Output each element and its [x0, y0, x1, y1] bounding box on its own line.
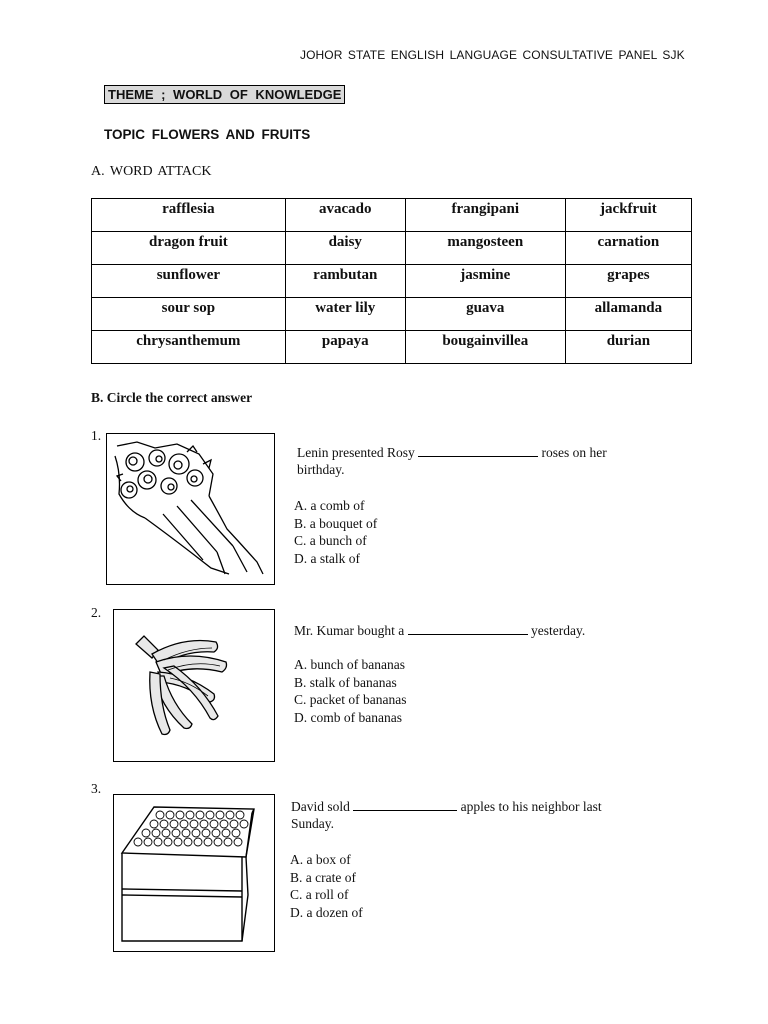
- question-2-text: [294, 622, 654, 639]
- word-cell: rambutan: [285, 265, 405, 298]
- question-3-text: [291, 798, 651, 832]
- table-row: [92, 298, 692, 331]
- table-row: [92, 199, 692, 232]
- word-cell: avacado: [285, 199, 405, 232]
- option-b[interactable]: B. a crate of: [290, 869, 356, 885]
- option-d[interactable]: D. a stalk of: [294, 551, 360, 567]
- option-d[interactable]: D. comb of bananas: [294, 710, 402, 726]
- option-c[interactable]: C. a roll of: [290, 887, 349, 903]
- word-cell: papaya: [285, 331, 405, 364]
- apple-box-icon: [114, 795, 274, 951]
- question-3-stem-before: David sold: [291, 799, 350, 814]
- word-cell: mangosteen: [405, 232, 565, 265]
- topic-label: TOPIC FLOWERS AND FRUITS: [104, 127, 311, 142]
- word-attack-table: [91, 198, 692, 364]
- word-cell: sour sop: [92, 298, 286, 331]
- table-row: [92, 232, 692, 265]
- question-1-stem-after: roses on her: [541, 445, 607, 460]
- word-cell: carnation: [565, 232, 691, 265]
- question-1-number: 1.: [91, 428, 102, 443]
- panel-header: JOHOR STATE ENGLISH LANGUAGE CONSULTATIVE PANEL SJK: [300, 48, 685, 62]
- question-1-image: [106, 433, 275, 585]
- question-2-stem-before: Mr. Kumar bought a: [294, 623, 405, 638]
- option-c[interactable]: C. packet of bananas: [294, 692, 407, 708]
- word-cell: guava: [405, 298, 565, 331]
- word-cell: bougainvillea: [405, 331, 565, 364]
- option-c[interactable]: C. a bunch of: [294, 533, 367, 549]
- word-cell: frangipani: [405, 199, 565, 232]
- question-2-image: [113, 609, 275, 762]
- word-cell: jasmine: [405, 265, 565, 298]
- banana-bunch-icon: [114, 610, 274, 761]
- option-a[interactable]: A. a box of: [290, 852, 351, 867]
- option-d[interactable]: D. a dozen of: [290, 905, 363, 921]
- question-3-options: [290, 851, 363, 922]
- question-1-options: [294, 497, 377, 568]
- word-cell: allamanda: [565, 298, 691, 331]
- word-cell: grapes: [565, 265, 691, 298]
- question-3-image: [113, 794, 275, 952]
- answer-blank: [408, 622, 528, 635]
- word-cell: jackfruit: [565, 199, 691, 232]
- question-2-number: 2.: [91, 605, 102, 620]
- word-cell: sunflower: [92, 265, 286, 298]
- question-3-number: 3.: [91, 781, 102, 796]
- question-1-stem-line2: birthday.: [297, 462, 345, 477]
- rose-bouquet-icon: [107, 434, 274, 584]
- question-3-stem-line2: Sunday.: [291, 816, 334, 831]
- question-3-stem-after: apples to his neighbor last: [460, 799, 602, 814]
- word-cell: chrysanthemum: [92, 331, 286, 364]
- question-1-text: [297, 444, 647, 478]
- word-cell: daisy: [285, 232, 405, 265]
- answer-blank: [418, 444, 538, 457]
- word-cell: durian: [565, 331, 691, 364]
- table-row: [92, 265, 692, 298]
- question-1-stem-before: Lenin presented Rosy: [297, 445, 415, 460]
- option-a[interactable]: A. a comb of: [294, 498, 365, 513]
- option-b[interactable]: B. stalk of bananas: [294, 674, 397, 690]
- option-a[interactable]: A. bunch of bananas: [294, 657, 405, 672]
- word-cell: water lily: [285, 298, 405, 331]
- word-cell: rafflesia: [92, 199, 286, 232]
- question-2-options: [294, 656, 406, 727]
- answer-blank: [353, 798, 457, 811]
- table-row: [92, 331, 692, 364]
- word-cell: dragon fruit: [92, 232, 286, 265]
- section-b-title: B. Circle the correct answer: [91, 390, 253, 405]
- question-2-stem-after: yesterday.: [531, 623, 586, 638]
- option-b[interactable]: B. a bouquet of: [294, 515, 378, 531]
- section-a-title: A. WORD ATTACK: [91, 164, 212, 179]
- theme-label: THEME ; WORLD OF KNOWLEDGE: [104, 85, 345, 104]
